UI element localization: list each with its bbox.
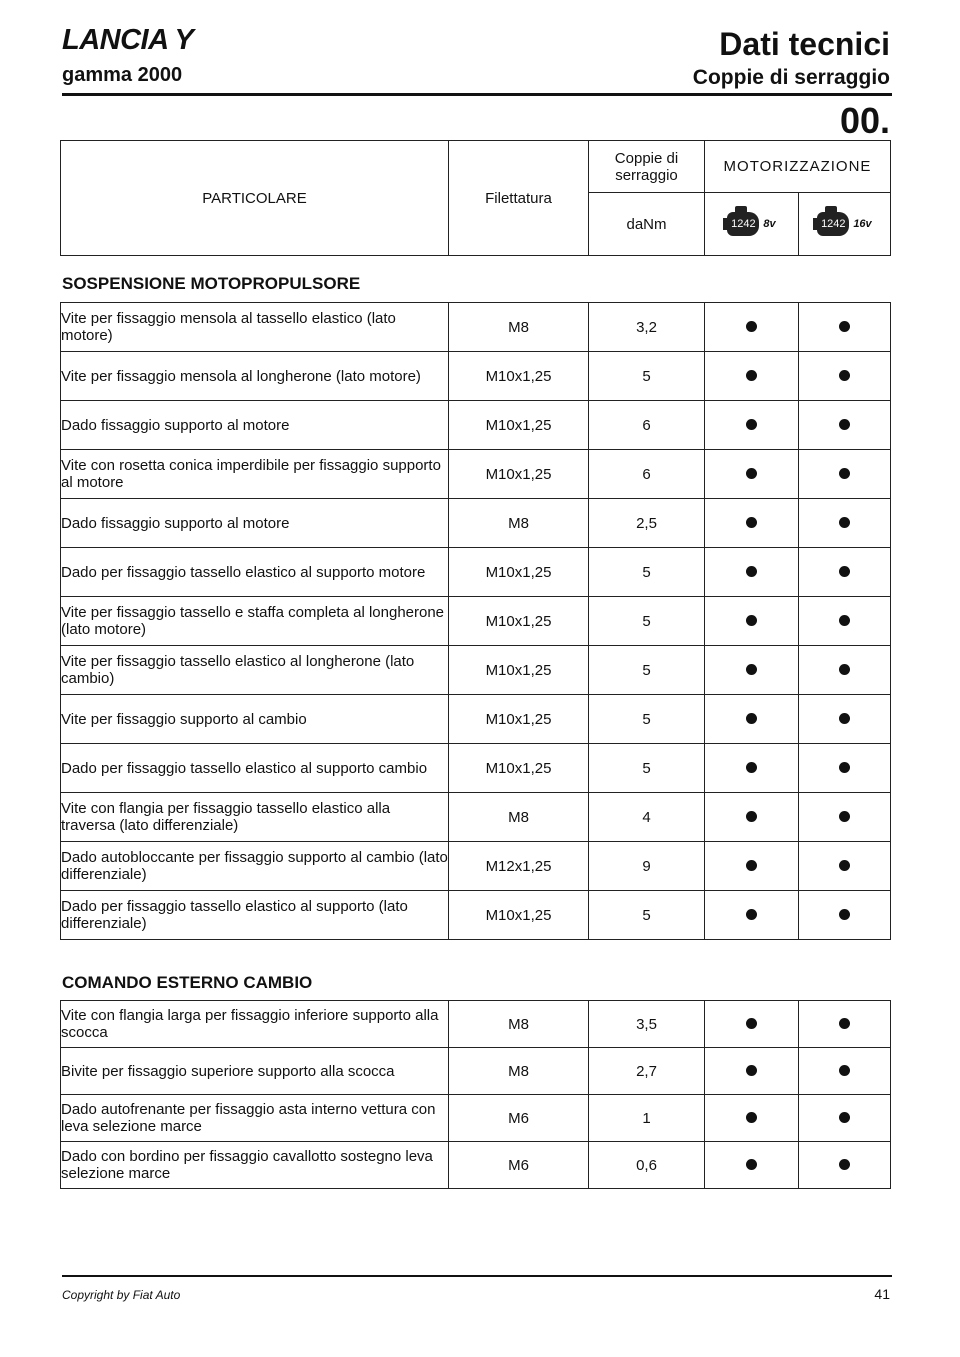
- applicable-dot-icon: [839, 1112, 850, 1123]
- torque-value: 1: [589, 1095, 705, 1142]
- page-number: 41: [874, 1286, 890, 1302]
- applicability-engine-8v: [705, 695, 799, 744]
- part-description: Vite per fissaggio supporto al cambio: [61, 695, 449, 744]
- applicability-engine-8v: [705, 744, 799, 793]
- torque-value: 6: [589, 450, 705, 499]
- engine-icon: [727, 212, 775, 236]
- header-unit: daNm: [589, 193, 705, 256]
- table-row: [61, 352, 891, 401]
- applicability-engine-8v: [705, 499, 799, 548]
- applicability-engine-16v: [799, 695, 891, 744]
- part-description: Dado fissaggio supporto al motore: [61, 499, 449, 548]
- applicable-dot-icon: [746, 664, 757, 675]
- engine-code: 1242: [727, 212, 759, 236]
- applicability-engine-16v: [799, 646, 891, 695]
- engine-code: 1242: [817, 212, 849, 236]
- applicable-dot-icon: [746, 909, 757, 920]
- part-description: Vite per fissaggio tassello e staffa completa al longherone (lato motore): [61, 597, 449, 646]
- applicability-engine-16v: [799, 548, 891, 597]
- applicable-dot-icon: [746, 860, 757, 871]
- thread-spec: M8: [449, 1048, 589, 1095]
- engine-valves: 16v: [853, 217, 872, 230]
- table-row: [61, 793, 891, 842]
- torque-value: 2,7: [589, 1048, 705, 1095]
- applicability-engine-16v: [799, 499, 891, 548]
- torque-table-sospensione: [60, 302, 891, 940]
- footer-rule: [62, 1275, 892, 1277]
- torque-value: 0,6: [589, 1142, 705, 1189]
- applicable-dot-icon: [746, 517, 757, 528]
- thread-spec: M10x1,25: [449, 401, 589, 450]
- applicable-dot-icon: [839, 468, 850, 479]
- table-row: [61, 450, 891, 499]
- part-description: Dado autofrenante per fissaggio asta interno vettura con leva selezione marce: [61, 1095, 449, 1142]
- applicable-dot-icon: [839, 1065, 850, 1076]
- applicability-engine-8v: [705, 1142, 799, 1189]
- part-description: Vite con flangia larga per fissaggio inferiore supporto alla scocca: [61, 1001, 449, 1048]
- applicable-dot-icon: [839, 370, 850, 381]
- part-description: Dado per fissaggio tassello elastico al supporto cambio: [61, 744, 449, 793]
- model-range: gamma 2000: [62, 64, 183, 86]
- applicability-engine-8v: [705, 548, 799, 597]
- torque-value: 5: [589, 548, 705, 597]
- thread-spec: M10x1,25: [449, 891, 589, 940]
- torque-value: 6: [589, 401, 705, 450]
- applicable-dot-icon: [839, 860, 850, 871]
- part-description: Vite per fissaggio mensola al longherone (lato motore): [61, 352, 449, 401]
- applicable-dot-icon: [839, 713, 850, 724]
- part-description: Dado fissaggio supporto al motore: [61, 401, 449, 450]
- applicability-engine-16v: [799, 597, 891, 646]
- torque-value: 5: [589, 646, 705, 695]
- table-row: [61, 1001, 891, 1048]
- torque-value: 3,2: [589, 303, 705, 352]
- header-motorizzazione: MOTORIZZAZIONE: [705, 141, 891, 193]
- part-description: Vite con rosetta conica imperdibile per fissaggio supporto al motore: [61, 450, 449, 499]
- table-row: [61, 401, 891, 450]
- torque-value: 5: [589, 352, 705, 401]
- table-row: [61, 303, 891, 352]
- applicable-dot-icon: [746, 1112, 757, 1123]
- applicable-dot-icon: [746, 321, 757, 332]
- applicability-engine-16v: [799, 303, 891, 352]
- applicable-dot-icon: [746, 370, 757, 381]
- applicable-dot-icon: [746, 762, 757, 773]
- applicability-engine-8v: [705, 842, 799, 891]
- part-description: Dado per fissaggio tassello elastico al supporto motore: [61, 548, 449, 597]
- thread-spec: M6: [449, 1142, 589, 1189]
- torque-value: 4: [589, 793, 705, 842]
- applicable-dot-icon: [746, 713, 757, 724]
- section-title: Dati tecnici: [719, 26, 890, 62]
- applicable-dot-icon: [839, 419, 850, 430]
- copyright-notice: Copyright by Fiat Auto: [62, 1288, 181, 1302]
- torque-value: 9: [589, 842, 705, 891]
- part-description: Vite con flangia per fissaggio tassello elastico alla traversa (lato differenziale): [61, 793, 449, 842]
- torque-table-comando-cambio: [60, 1000, 891, 1189]
- part-description: Bivite per fissaggio superiore supporto alla scocca: [61, 1048, 449, 1095]
- applicability-engine-16v: [799, 352, 891, 401]
- applicability-engine-8v: [705, 352, 799, 401]
- applicability-engine-8v: [705, 1001, 799, 1048]
- applicable-dot-icon: [746, 1065, 757, 1076]
- applicable-dot-icon: [839, 321, 850, 332]
- applicable-dot-icon: [746, 1018, 757, 1029]
- applicability-engine-8v: [705, 1095, 799, 1142]
- applicable-dot-icon: [839, 566, 850, 577]
- applicability-engine-16v: [799, 891, 891, 940]
- header-coppie: Coppie di serraggio: [589, 141, 705, 193]
- applicability-engine-16v: [799, 1048, 891, 1095]
- engine-cell-16v: [799, 193, 891, 256]
- part-description: Dado con bordino per fissaggio cavallotto sostegno leva selezione marce: [61, 1142, 449, 1189]
- table-row: [61, 646, 891, 695]
- thread-spec: M10x1,25: [449, 597, 589, 646]
- torque-value: 3,5: [589, 1001, 705, 1048]
- applicable-dot-icon: [746, 419, 757, 430]
- thread-spec: M10x1,25: [449, 695, 589, 744]
- thread-spec: M8: [449, 1001, 589, 1048]
- table-row: [61, 1142, 891, 1189]
- section-subtitle: Coppie di serraggio: [692, 66, 890, 89]
- applicable-dot-icon: [839, 615, 850, 626]
- engine-valves: 8v: [763, 217, 776, 230]
- header-rule: [62, 93, 892, 96]
- thread-spec: M10x1,25: [449, 352, 589, 401]
- applicability-engine-8v: [705, 450, 799, 499]
- column-header-table: [60, 140, 891, 256]
- table-row: [61, 842, 891, 891]
- thread-spec: M10x1,25: [449, 744, 589, 793]
- applicable-dot-icon: [746, 1159, 757, 1170]
- header-particolare: PARTICOLARE: [61, 141, 449, 256]
- table-row: [61, 1048, 891, 1095]
- part-description: Dado autobloccante per fissaggio supporto al cambio (lato differenziale): [61, 842, 449, 891]
- applicable-dot-icon: [839, 909, 850, 920]
- thread-spec: M6: [449, 1095, 589, 1142]
- group-title: SOSPENSIONE MOTOPROPULSORE: [62, 274, 361, 293]
- torque-value: 2,5: [589, 499, 705, 548]
- thread-spec: M10x1,25: [449, 646, 589, 695]
- applicable-dot-icon: [746, 566, 757, 577]
- applicability-engine-16v: [799, 1095, 891, 1142]
- engine-icon: [817, 212, 871, 236]
- applicability-engine-8v: [705, 646, 799, 695]
- applicable-dot-icon: [746, 468, 757, 479]
- torque-value: 5: [589, 744, 705, 793]
- table-row: [61, 744, 891, 793]
- applicability-engine-16v: [799, 744, 891, 793]
- applicable-dot-icon: [839, 762, 850, 773]
- applicability-engine-8v: [705, 597, 799, 646]
- applicability-engine-16v: [799, 1001, 891, 1048]
- applicability-engine-16v: [799, 1142, 891, 1189]
- applicability-engine-8v: [705, 793, 799, 842]
- table-row: [61, 695, 891, 744]
- applicable-dot-icon: [839, 1159, 850, 1170]
- applicable-dot-icon: [839, 1018, 850, 1029]
- thread-spec: M8: [449, 499, 589, 548]
- applicability-engine-16v: [799, 842, 891, 891]
- engine-cell-8v: [705, 193, 799, 256]
- applicability-engine-8v: [705, 891, 799, 940]
- header-filettatura: Filettatura: [449, 141, 589, 256]
- part-description: Dado per fissaggio tassello elastico al supporto (lato differenziale): [61, 891, 449, 940]
- table-row: [61, 891, 891, 940]
- applicable-dot-icon: [839, 517, 850, 528]
- table-row: [61, 597, 891, 646]
- part-description: Vite per fissaggio mensola al tassello elastico (lato motore): [61, 303, 449, 352]
- thread-spec: M12x1,25: [449, 842, 589, 891]
- table-row: [61, 1095, 891, 1142]
- applicability-engine-8v: [705, 401, 799, 450]
- thread-spec: M10x1,25: [449, 450, 589, 499]
- applicability-engine-16v: [799, 401, 891, 450]
- applicability-engine-8v: [705, 303, 799, 352]
- torque-value: 5: [589, 891, 705, 940]
- applicable-dot-icon: [746, 811, 757, 822]
- table-row: [61, 499, 891, 548]
- thread-spec: M8: [449, 303, 589, 352]
- applicable-dot-icon: [839, 811, 850, 822]
- thread-spec: M8: [449, 793, 589, 842]
- brand-title: LANCIA Y: [62, 24, 194, 56]
- applicable-dot-icon: [746, 615, 757, 626]
- chapter-number: 00.: [839, 100, 890, 141]
- applicability-engine-8v: [705, 1048, 799, 1095]
- torque-value: 5: [589, 695, 705, 744]
- part-description: Vite per fissaggio tassello elastico al longherone (lato cambio): [61, 646, 449, 695]
- applicability-engine-16v: [799, 450, 891, 499]
- thread-spec: M10x1,25: [449, 548, 589, 597]
- applicable-dot-icon: [839, 664, 850, 675]
- torque-value: 5: [589, 597, 705, 646]
- table-row: [61, 548, 891, 597]
- group-title: COMANDO ESTERNO CAMBIO: [62, 973, 313, 992]
- applicability-engine-16v: [799, 793, 891, 842]
